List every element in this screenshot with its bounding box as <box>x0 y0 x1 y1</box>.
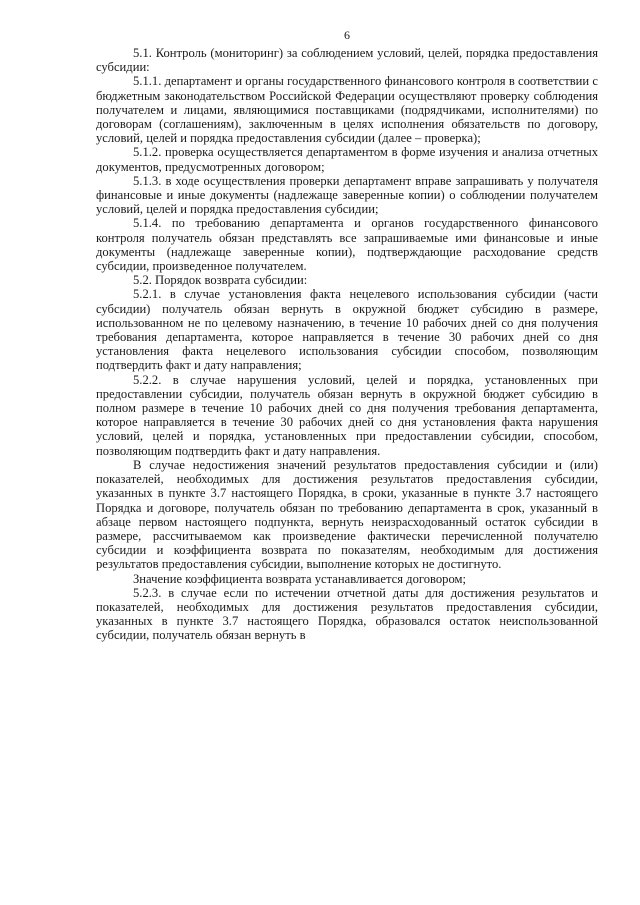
paragraph-non-achievement: В случае недостижения значений результатов предоставления субсидии и (или) показателей, необходимых для достижения результатов предоставления субсидии, указанных в пункте 3.7 настоящего Порядка, в сроки, указанные в пункте 3.7 настоящего Порядка и договоре, получатель обязан по требованию департамента в срок, указанный в абзаце первом настоящего подпункта, вернуть неизрасходованный остаток субсидии в размере, рассчитываемом как произведение фактически перечисленной получателю субсидии и коэффициента возврата по показателям, необходимым для достижения результатов предоставления субсидии, выполнение которых не достигнуто. <box>96 457 598 572</box>
paragraph-5-1-1: 5.1.1. департамент и органы государственного финансового контроля в соответствии с бюджетным законодательством Российской Федерации осуществляют проверку соблюдения получателем и лицами, являющимися поставщиками (подрядчиками, исполнителями) по договорам (соглашениям), заключенным в целях исполнения обязательств по договору, условий, целей и порядка предоставления субсидии (далее – проверка); <box>96 74 598 146</box>
page-number: 6 <box>344 28 350 42</box>
paragraph-5-2-3: 5.2.3. в случае если по истечении отчетной даты для достижения результатов и показателей, необходимых для достижения результатов предоставления субсидии, указанных в пункте 3.7 настоящего Порядка, образовался остаток неиспользованной субсидии, получатель обязан вернуть в <box>96 585 598 643</box>
paragraph-5-2: 5.2. Порядок возврата субсидии: <box>133 273 308 288</box>
paragraph-5-2-2: 5.2.2. в случае нарушения условий, целей и порядка, установленных при предоставлении субсидии, получатель обязан вернуть в окружной бюджет субсидию в полном размере в течение 10 рабочих дней со дня получения требования департамента, которое направляется в течение 30 рабочих дней со дня установления факта нарушения условий, целей и порядка, установленных при предоставлении субсидии, способом, позволяющим подтвердить факт и дату направления. <box>96 372 598 458</box>
paragraph-5-1-3: 5.1.3. в ходе осуществления проверки департамент вправе запрашивать у получателя финансовые и иные документы (надлежаще заверенные копии) о соблюдении получателем условий, целей и порядка предоставления субсидии; <box>96 173 598 217</box>
paragraph-5-1-2: 5.1.2. проверка осуществляется департаментом в форме изучения и анализа отчетных документов, предусмотренных договором; <box>96 145 598 174</box>
paragraph-5-1: 5.1. Контроль (мониторинг) за соблюдением условий, целей, порядка предоставления субсидии: <box>96 46 598 75</box>
paragraph-5-2-1: 5.2.1. в случае установления факта нецелевого использования субсидии (части субсидии) получатель обязан вернуть в окружной бюджет субсидию в размере, использованном не по целевому назначению, в течение 10 рабочих дней со дня получения требования департамента, которое направляется в течение 30 рабочих дней со дня установления факта нецелевого использования субсидии способом, позволяющим подтвердить факт и дату направления; <box>96 287 598 373</box>
paragraph-5-1-4: 5.1.4. по требованию департамента и органов государственного финансового контроля получатель обязан представлять все запрашиваемые ими финансовые и иные документы (надлежаще заверенные копии), подтверждающие расходование средств субсидии, произведенное получателем. <box>96 216 598 274</box>
paragraph-return-coefficient: Значение коэффициента возврата устанавливается договором; <box>133 571 467 586</box>
document-page <box>96 28 598 643</box>
